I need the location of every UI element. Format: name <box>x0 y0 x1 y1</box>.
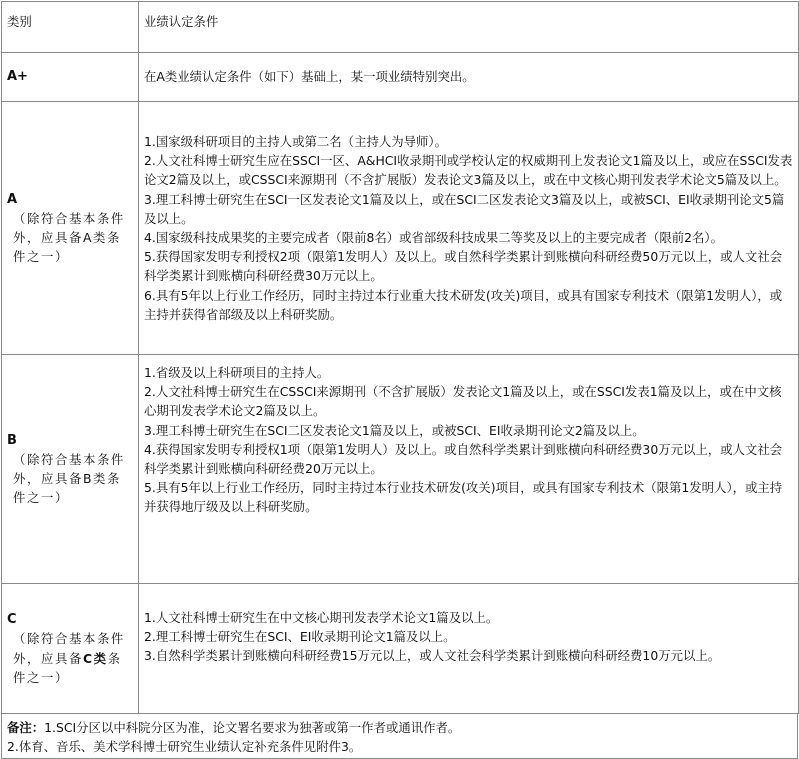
conditions-cell-a <box>139 102 799 355</box>
category-note: （除符合基本条件外，应具备A类条件之一） <box>13 210 125 265</box>
condition-item: 5.具有5年以上行业工作经历，同时主持过本行业技术研发(攻关)项目，或具有国家专利技术（限第1发明人），或主持并获得地厅级及以上科研奖励。 <box>144 480 783 515</box>
conditions-cell-aplus <box>139 53 799 102</box>
category-name: B <box>7 432 17 448</box>
condition-item: 2.人文社科博士研究生在CSSCI来源期刊（不含扩展版）发表论文1篇及以上，或在SSCI发表1篇及以上，或在中文核心期刊发表学术论文2篇及以上。 <box>144 384 782 419</box>
condition-item: 2.理工科博士研究生在SCI、EI收录期刊论文1篇及以上。 <box>144 629 456 645</box>
condition-item: 3.自然科学类累计到账横向科研经费15万元以上，或人文社会科学类累计到账横向科研经费10万元以上。 <box>144 648 721 664</box>
header-category: 类别 <box>2 2 139 53</box>
category-note-pre: （除符合基本条件外，应具备 <box>13 631 125 666</box>
category-note: （除符合基本条件外，应具备B类条件之一） <box>13 451 125 506</box>
condition-item: 1.省级及以上科研项目的主持人。 <box>144 365 330 380</box>
remark-line-1 <box>7 718 792 737</box>
condition-item: 1.国家级科研项目的主持人或第二名（主持人为导师）。 <box>144 133 447 149</box>
condition-item: 2.人文社科博士研究生应在SSCI一区、A&HCI收录期刊或学校认定的权威期刊上发表论文1篇及以上，或应在SSCI发表论文2篇及以上，或CSSCI来源期刊（不含扩展版）发表论文3篇及以上，或在中文核心期刊发表学术论文5篇及以上。 <box>144 153 793 188</box>
condition-item: 4.国家级科技成果奖的主要完成者（限前8名）或省部级科技成果二等奖及以上的主要完成者（限前2名）。 <box>144 230 723 245</box>
conditions-cell-c <box>139 584 799 714</box>
category-name: C <box>7 612 17 628</box>
remark-label: 备注： <box>7 720 45 735</box>
table-row-b <box>2 355 799 584</box>
category-cell-a <box>2 102 139 355</box>
remark-text-1: 1.SCI分区以中科院分区为准，论文署名要求为独著或第一作者或通讯作者。 <box>44 720 461 735</box>
remarks-box <box>1 714 798 759</box>
table-row-c <box>2 584 799 714</box>
condition-item: 5.获得国家发明专利授权2项（限第1发明人）及以上。或自然科学类累计到账横向科研经费50万元以上，或人文社会科学类累计到账横向科研经费30万元以上。 <box>144 249 783 284</box>
category-cell-aplus <box>2 53 139 102</box>
category-note-post: 条件之一） <box>13 650 122 685</box>
condition-item: 4.获得国家发明专利授权1项（限第1发明人）及以上。或自然科学类累计到账横向科研经费30万元以上，或人文社会科学类累计到账横向科研经费20万元以上。 <box>144 441 783 477</box>
table-header-row <box>2 2 799 53</box>
condition-item: 3.理工科博士研究生在SCI一区发表论文1篇及以上，或在SCI二区发表论文3篇及以上，或被SCI、EI收录期刊论文5篇及以上。 <box>144 191 785 226</box>
condition-item: 6.具有5年以上行业工作经历，同时主持过本行业重大技术研发(攻关)项目，或具有国家专利技术（限第1发明人），或主持并获得省部级及以上科研奖励。 <box>144 287 783 322</box>
category-note-strong: C类 <box>82 650 108 666</box>
criteria-document <box>1 1 798 759</box>
category-cell-b <box>2 355 139 584</box>
table-row-aplus <box>2 53 799 102</box>
category-note <box>7 629 133 687</box>
table-row-a <box>2 102 799 355</box>
category-name: A <box>7 191 18 207</box>
condition-item: 3.理工科博士研究生在SCI二区发表论文1篇及以上，或被SCI、EI收录期刊论文2篇及以上。 <box>144 422 645 438</box>
condition-item: 1.人文社科博士研究生在中文核心期刊发表学术论文1篇及以上。 <box>144 610 499 625</box>
condition-item: 在A类业绩认定条件（如下）基础上，某一项业绩特别突出。 <box>144 69 475 85</box>
remark-line-2: 2.体育、音乐、美术学科博士研究生业绩认定补充条件见附件3。 <box>7 739 362 755</box>
conditions-cell-b <box>139 355 799 584</box>
criteria-table <box>1 1 799 714</box>
header-conditions: 业绩认定条件 <box>139 2 799 53</box>
category-name: A+ <box>7 69 28 85</box>
category-cell-c <box>2 584 139 714</box>
